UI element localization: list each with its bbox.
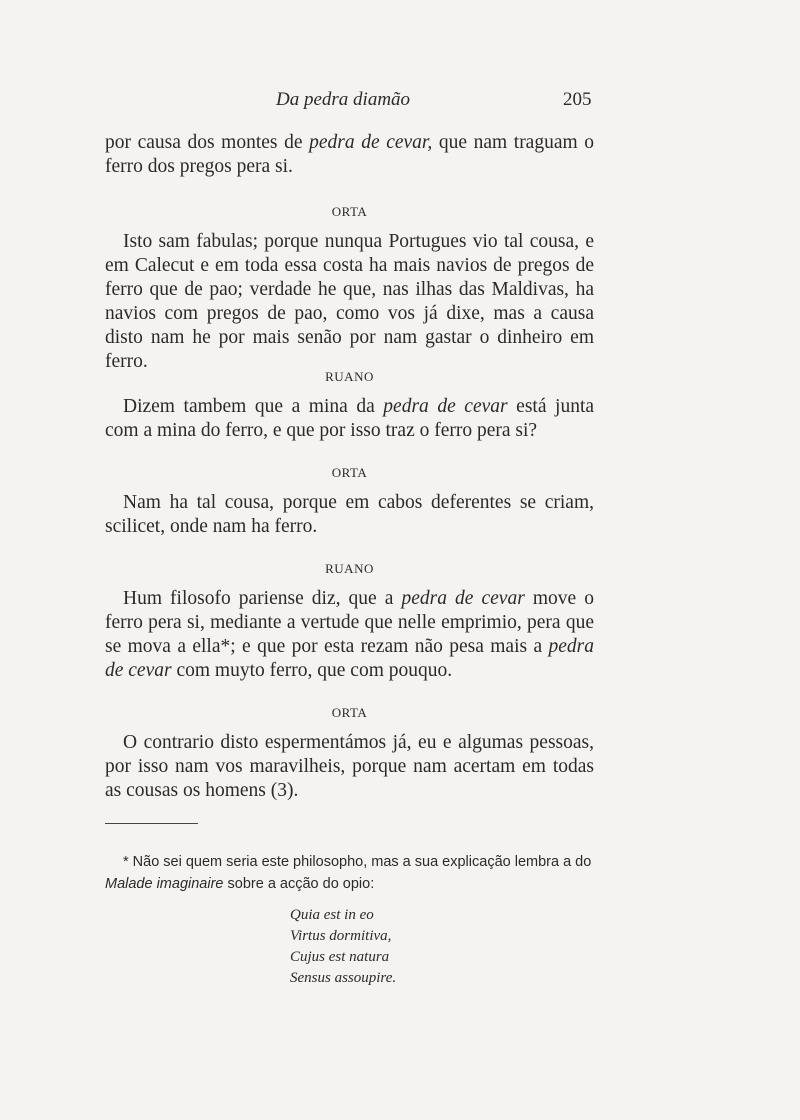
- page-header: [0, 89, 800, 115]
- text-run: por causa dos montes de: [105, 132, 310, 153]
- verse-line: Quia est in eo: [290, 907, 374, 923]
- text-run: Nam ha tal cousa, porque em cabos deferentes se criam, scilicet, onde nam ha ferro.: [105, 492, 594, 537]
- speaker-label: ORTA: [331, 705, 368, 720]
- running-title: Da pedra diamão: [276, 89, 411, 110]
- page-number: 205: [563, 89, 592, 110]
- italic-text: pedra de cevar,: [309, 132, 433, 153]
- italic-text: Malade imaginaire: [105, 876, 224, 892]
- italic-text: pedra de cevar: [383, 396, 508, 417]
- paragraph-6: [105, 731, 594, 803]
- verse-line: Virtus dormitiva,: [290, 928, 392, 944]
- text-run: que nam traguam o ferro dos pregos pera si.: [105, 132, 595, 177]
- text-run: O contrario disto espermentámos já, eu e algumas pessoas, por isso nam vos maravilheis, porque nam acertam em todas as cousas os homens (3).: [105, 732, 594, 801]
- text-run: * Não sei quem seria este philosopho, mas a sua explicação lembra a do: [123, 854, 592, 870]
- italic-text: pedra de cevar: [401, 588, 525, 609]
- footnote-rule: [105, 823, 198, 824]
- text-run: sobre a acção do opio:: [223, 876, 375, 892]
- text-run: com muyto ferro, que com pouquo.: [171, 660, 453, 681]
- verse-line: Sensus assoupire.: [290, 970, 397, 986]
- paragraph-2: [105, 230, 594, 374]
- verse-line: Cujus est natura: [290, 949, 390, 965]
- text-run: Isto sam fabulas; porque nunqua Portugues vio tal cousa, e em Calecut e em toda essa costa ha mais navios de pregos de ferro que de pao; verdade he que, nas ilhas das Maldivas, ha navios com pregos de pao, como vos já dixe, mas a causa disto nam he por mais senão por nam gastar o dinheiro em ferro.: [105, 231, 594, 372]
- paragraph-1: [105, 131, 594, 179]
- speaker-label: ORTA: [331, 465, 368, 480]
- footnote: [105, 851, 594, 895]
- text-run: Hum filosofo pariense diz, que a: [123, 588, 402, 609]
- paragraph-3: [105, 395, 594, 443]
- paragraph-4: [105, 491, 594, 539]
- text-run: está junta com a mina do ferro, e que por isso traz o ferro pera si?: [105, 396, 595, 441]
- italic-text: pedra de cevar: [105, 636, 594, 681]
- text-run: move o ferro pera si, mediante a vertude que nelle emprimio, pera que se mova a ella*; e que por esta rezam não pesa mais a: [105, 588, 595, 657]
- text-run: Dizem tambem que a mina da: [123, 396, 384, 417]
- speaker-label: ORTA: [331, 204, 368, 219]
- speaker-label: RUANO: [325, 561, 374, 576]
- paragraph-5: [105, 587, 594, 683]
- footnote-verse: [290, 905, 396, 989]
- speaker-label: RUANO: [325, 369, 374, 384]
